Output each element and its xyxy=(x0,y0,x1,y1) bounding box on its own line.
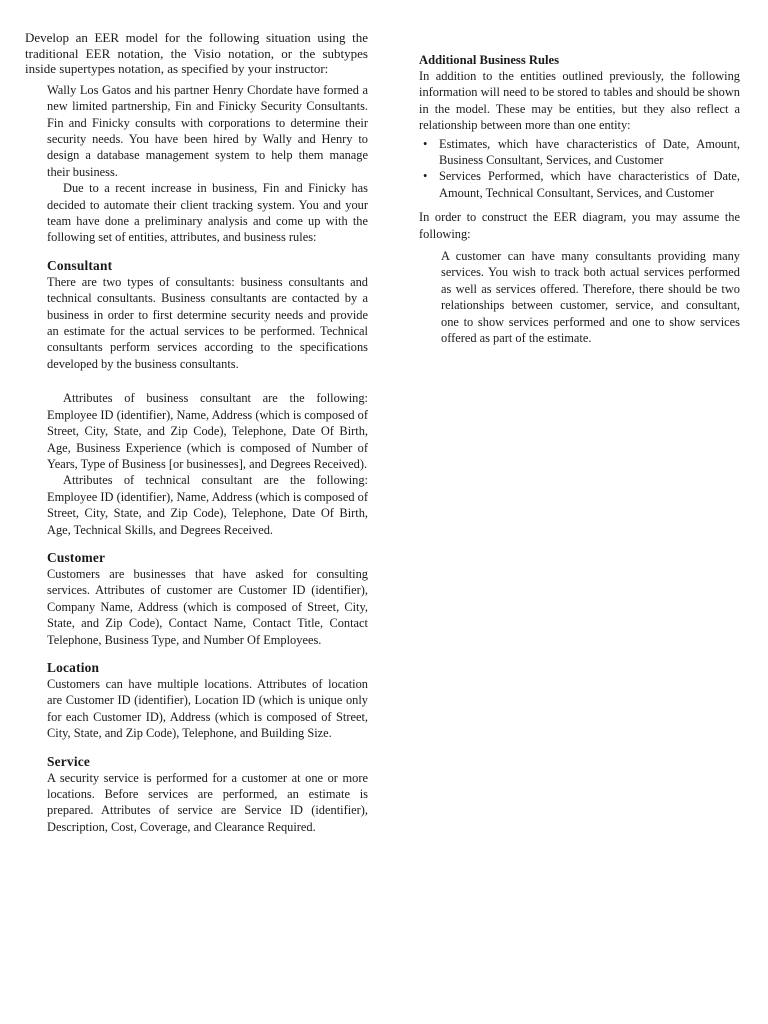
customer-heading: Customer xyxy=(47,549,106,565)
rule-bullet-estimates: Estimates, which have characteristics of Date, Amount, Business Consultant, Services, and Customer xyxy=(439,136,740,168)
bullet-icon: • xyxy=(423,169,428,184)
service-section xyxy=(47,754,368,836)
left-column xyxy=(25,30,368,835)
customer-body: Customers are businesses that have asked for consulting services. Attributes of customer are Customer ID (identifier), Company Name, Address (which is composed of Street, City, State, and Zip Code), Contact Name, Contact Title, Contact Telephone, Business Type, and Number Of Employees. xyxy=(47,566,368,647)
right-column xyxy=(419,52,740,347)
intro-paragraph: Develop an EER model for the following situation using the traditional EER notation, the Visio notation, or the subtypes inside supertypes notation, as specified by your instructor: xyxy=(25,30,368,77)
consultant-section xyxy=(47,258,368,538)
assumption-quote: A customer can have many consultants providing many services. You wish to track both actual services performed as well as services offered. Therefore, there should be two relationships between customer, service, and consultant, one to show services performed and one to show services offered as part of the estimate. xyxy=(441,249,740,346)
background-paragraph-1: Wally Los Gatos and his partner Henry Chordate have formed a new limited partnership, Fin and Finicky Security Consultants. Fin and Finicky consults with corporations to determine their security needs. You have been hired by Wally and Henry to design a database management system to help them manage their business. xyxy=(47,82,368,179)
business-consultant-attributes: Attributes of business consultant are the following: Employee ID (identifier), Name, Address (which is composed of Street, City, State, and Zip Code), Telephone, Date Of Birth, Age, Business Experience (which is composed of Number of Years, Type of Business [or businesses], and Degrees Received). xyxy=(47,391,368,471)
rules-bullet-list xyxy=(419,136,740,202)
location-section xyxy=(47,660,368,742)
background-paragraph-2: Due to a recent increase in business, Fin and Finicky has decided to automate their client tracking system. You and your team have done a preliminary analysis and come up with the following set of entities, attributes, and business rules: xyxy=(47,181,368,245)
assume-paragraph: In order to construct the EER diagram, you may assume the following: xyxy=(419,210,740,241)
list-item xyxy=(419,168,740,201)
bullet-icon: • xyxy=(423,136,428,151)
service-heading: Service xyxy=(47,753,91,769)
location-heading: Location xyxy=(47,659,100,675)
additional-rules-heading: Additional Business Rules xyxy=(419,53,559,67)
consultant-heading: Consultant xyxy=(47,257,113,273)
service-body: A security service is performed for a customer at one or more locations. Before services are performed, an estimate is prepared. Attributes of service are Service ID (identifier), Description, Cost, Coverage, and Clearance Required. xyxy=(47,770,368,834)
list-item xyxy=(419,136,740,169)
location-body: Customers can have multiple locations. Attributes of location are Customer ID (identifier), Location ID (which is unique only for each Customer ID), Address (which is composed of Street, City, State, and Zip Code), Telephone, and Building Size. xyxy=(47,676,368,741)
rule-bullet-services-performed: Services Performed, which have characteristics of Date, Amount, Technical Consultant, Services, and Customer xyxy=(439,169,740,200)
technical-consultant-attributes: Attributes of technical consultant are the following: Employee ID (identifier), Name, Address (which is composed of Street, City, State, and Zip Code), Telephone, Date Of Birth, Age, Technical Skills, and Degrees Received. xyxy=(47,473,368,537)
customer-section xyxy=(47,550,368,648)
additional-rules-intro: In addition to the entities outlined previously, the following information will need to be stored to tables and should be shown in the model. These may be entities, but they also reflect a relationship between more than one entity: xyxy=(419,69,740,133)
consultant-body: There are two types of consultants: business consultants and technical consultants. Business consultants are contacted by a business in order to first determine security needs and provide an estimate for the actual services to be performed. Technical consultants perform services according to the specifications developed by the business consultants. xyxy=(47,274,368,371)
